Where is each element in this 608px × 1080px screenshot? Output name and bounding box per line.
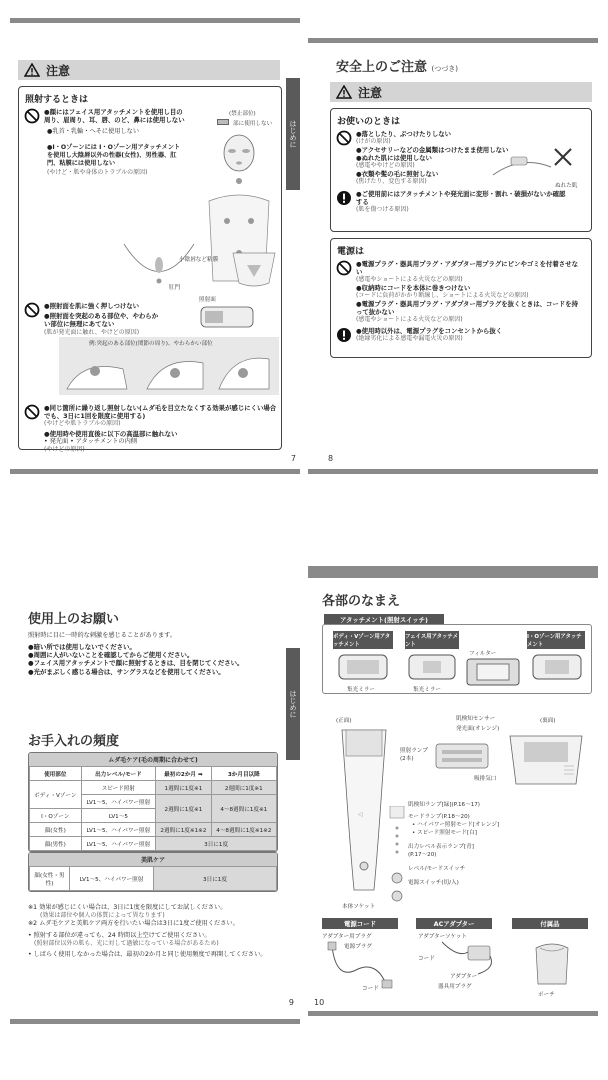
note: (やけど・肌や身体のトラブルの原因) bbox=[47, 169, 148, 177]
section-use-box bbox=[330, 108, 592, 232]
bullet: ●照射面を肌に強く押しつけない bbox=[44, 302, 140, 310]
note: (焦げたり、変色する原因) bbox=[356, 178, 427, 185]
bullet: ●電源プラグ・器具用プラグ・アダプター用プラグを抜くときは、コードを持って抜かない bbox=[356, 299, 578, 316]
legend-swatch bbox=[217, 119, 229, 125]
page-7 bbox=[10, 18, 300, 474]
side-tab: はじめに bbox=[286, 648, 300, 760]
cell: 4〜8週間に1度※1※2 bbox=[211, 823, 276, 837]
bullet: ●周囲に人がいないことを確認してからご使用ください。 bbox=[28, 651, 194, 660]
mandatory-icon bbox=[336, 327, 352, 343]
table-header: ムダ毛ケア(毛の周期に合わせて) bbox=[29, 753, 277, 766]
cell: 1週間に1度※1 bbox=[156, 781, 211, 795]
bullet: ●落としたり、ぶつけたりしない bbox=[356, 130, 452, 138]
bullet: ●衣類や髪の毛に照射しない bbox=[356, 169, 439, 178]
table-row bbox=[30, 781, 277, 795]
cell: LV1〜5 bbox=[81, 809, 156, 823]
mandatory-icon bbox=[336, 190, 352, 206]
part-label: • ハイパワー照射モード[オレンジ] bbox=[412, 822, 500, 828]
part-label: 照射ランプ (2本) bbox=[400, 748, 428, 762]
table-row bbox=[30, 837, 277, 851]
col-header: 出力レベル/モード bbox=[81, 767, 156, 781]
body-attachment-icon bbox=[337, 653, 389, 683]
footnote: ※2 ムダ毛ケアと美肌ケア両方を行いたい場合は3日に1度ご使用ください。 bbox=[28, 919, 239, 927]
prohibited-icon bbox=[24, 404, 40, 420]
bullet: ●ご使用前にはアタッチメントや発光面に変形・割れ・破損がないか確認する bbox=[356, 189, 566, 206]
page-8 bbox=[308, 38, 598, 474]
attachments-panel bbox=[322, 624, 592, 694]
col-header: 3か月目以降 bbox=[211, 767, 276, 781]
part-label: アダプター bbox=[450, 974, 478, 980]
io-zone-figure bbox=[119, 239, 199, 299]
table-row bbox=[30, 823, 277, 837]
cell: LV1〜5、ハイパワー照射 bbox=[81, 823, 156, 837]
footnote: (効果は部位や個人の体質によって異なります) bbox=[40, 912, 165, 919]
cell: 3日に1度 bbox=[156, 837, 277, 851]
attachment-label: フェイス用アタッチメント bbox=[405, 631, 459, 649]
cell: 2週間に1度※1※2 bbox=[156, 823, 211, 837]
cell: LV1〜5、ハイパワー照射 bbox=[70, 867, 154, 891]
bullet: ●照射面を突起のある部位や、やわらかい部位に無理にあてない bbox=[44, 312, 159, 329]
col-header: 使用部位 bbox=[30, 767, 82, 781]
part-label: 発光面(オレンジ) bbox=[456, 726, 500, 732]
cell: 2週間に1度※1 bbox=[211, 781, 276, 795]
caution-box bbox=[18, 86, 282, 454]
bullet: ●光がまぶしく感じる場合は、サングラスなどを使用してください。 bbox=[28, 667, 225, 676]
page-title: 安全上のご注意 (つづき) bbox=[336, 60, 459, 75]
part-label: モードランプ(P.18〜20) bbox=[408, 814, 470, 820]
bullet: ●顔にはフェイス用アタッチメントを使用し目の周り、眉周り、耳、唇、のど、鼻には使用しない bbox=[44, 108, 185, 125]
page-title: 使用上のお願い bbox=[28, 612, 120, 627]
page-number: 7 bbox=[290, 454, 296, 463]
fig-label: 照射面 bbox=[199, 297, 216, 303]
bottom-bar bbox=[308, 469, 598, 474]
filter-icon bbox=[465, 657, 521, 687]
note: (感電やショートによる火災などの原因) bbox=[356, 316, 463, 324]
caution-bar: 注意 bbox=[330, 82, 592, 102]
bottom-bar bbox=[10, 469, 300, 474]
part-label: 電源スイッチ(切/入) bbox=[408, 880, 459, 886]
fig-label: 集光ミラー bbox=[347, 687, 375, 693]
prohibited-icon bbox=[336, 260, 352, 276]
cell: 3日に1度 bbox=[154, 867, 277, 891]
cell: 顔(女性・男性) bbox=[30, 867, 70, 891]
cell: ボディ・Vゾーン bbox=[30, 781, 82, 809]
bullet: ●フェイス用アタッチメントで顔に照射するときは、目を閉じてください。 bbox=[28, 659, 244, 668]
part-label: • スピード照射モード[白] bbox=[412, 830, 477, 836]
power-cord-figure bbox=[326, 940, 396, 990]
example-panel bbox=[59, 337, 279, 395]
part-label: 器具用プラグ bbox=[438, 984, 472, 990]
bullet: ●アクセサリーなどの金属類はつけたまま使用しない bbox=[356, 145, 509, 154]
page-number: 10 bbox=[314, 998, 325, 1007]
note: (感電やショートによる火災などの原因) bbox=[356, 276, 463, 284]
bullet: ●乳首・乳輪・へそに使用しない bbox=[47, 128, 140, 136]
attachment-header: アタッチメント(照射スイッチ) bbox=[324, 614, 444, 625]
part-label: レベル/モードスイッチ bbox=[408, 866, 466, 872]
note: (肌を傷つける原因) bbox=[356, 206, 409, 213]
warning-icon bbox=[24, 63, 40, 77]
fig-label: 部に使用しない bbox=[233, 121, 273, 127]
cell: 顔(女性) bbox=[30, 823, 82, 837]
part-label: アダプターソケット bbox=[418, 934, 468, 940]
pouch-figure bbox=[530, 938, 574, 988]
footnote: • しばらく使用しなかった場合は、最初の2か月と同じ使用頻度で再開してください。 bbox=[28, 951, 267, 959]
top-bar bbox=[308, 38, 598, 43]
bullet: ●使用時や使用直後に以下の高温部に触れない bbox=[44, 430, 178, 438]
caution-bar: 注意 bbox=[18, 60, 280, 80]
example-label: 例:突起のある部位(関節の周り)、やわらかい部位 bbox=[89, 341, 213, 347]
fig-label: フィルター bbox=[469, 651, 497, 657]
fig-label: (正面) bbox=[336, 718, 352, 724]
top-bar bbox=[10, 18, 300, 23]
cell: 4〜8週間に1度※1 bbox=[211, 795, 276, 823]
part-label: ポーチ bbox=[538, 992, 555, 998]
note: (けがの原因) bbox=[356, 138, 391, 146]
bullet: ●収納時にコードを本体に巻きつけない bbox=[356, 284, 471, 292]
surface-figure bbox=[197, 303, 267, 333]
note: (絶縁劣化による感電や漏電火災の原因) bbox=[356, 335, 463, 342]
bullet: ●I・Oゾーンには I・Oゾーン用アタッチメントを使用し大陰唇以外の性器(女性)、男性器、肛門、粘膜には使用しない bbox=[47, 144, 181, 168]
prohibited-icon bbox=[24, 302, 40, 318]
cell: スピード照射 bbox=[81, 781, 156, 795]
lamp-figure bbox=[434, 742, 490, 770]
control-panel-figure bbox=[388, 806, 406, 906]
face-attachment-icon bbox=[407, 653, 457, 683]
part-label: 出力レベル表示ランプ[青] bbox=[408, 844, 474, 850]
prohibited-icon bbox=[336, 130, 352, 146]
bullet: ●暗い所では使用しないでください。 bbox=[28, 643, 136, 651]
bullet: ●電源プラグ・器具用プラグ・アダプター用プラグにピンやゴミを付着させない bbox=[356, 260, 578, 277]
note: (肌が発光面に触れ、やけどの原因) bbox=[44, 328, 140, 336]
part-label: コード bbox=[362, 986, 379, 992]
cell: I・Oゾーン bbox=[30, 809, 82, 823]
attachment-label: ボディ・Vゾーン用アタッチメント bbox=[333, 631, 393, 649]
part-label: 本体ソケット bbox=[342, 904, 376, 910]
cell: LV1〜5、ハイパワー照射 bbox=[81, 795, 156, 809]
part-label: 吸排気口 bbox=[474, 776, 497, 782]
accessory-header: 付属品 bbox=[512, 918, 588, 929]
note: (やけどの原因) bbox=[44, 446, 85, 454]
ac-adapter-figure bbox=[438, 938, 498, 978]
section-heading: 照射するときは bbox=[25, 95, 89, 105]
table-header: 美肌ケア bbox=[29, 853, 277, 866]
page-title: 各部のなまえ bbox=[322, 594, 401, 609]
bottom-bar bbox=[308, 1011, 598, 1016]
footnote: ※1 効果が感じにくい場合は、3日に1度を限度にしてお試しください。 bbox=[28, 904, 227, 911]
col-header: 最初の2か月 ➡ bbox=[156, 767, 211, 781]
footnotes bbox=[28, 904, 290, 959]
fig-label: 小陰唇など粘膜 bbox=[179, 257, 219, 263]
cell: 2週間に1度※1 bbox=[156, 795, 211, 823]
page-10 bbox=[308, 566, 598, 1016]
prohibited-icon bbox=[24, 108, 40, 124]
device-back-figure bbox=[504, 728, 588, 792]
part-label: アダプター用プラグ bbox=[322, 934, 372, 940]
section-heading: 電源は bbox=[337, 247, 365, 257]
device-front-figure bbox=[334, 726, 394, 896]
section-power-box bbox=[330, 238, 592, 358]
note: (やけどや肌トラブルの原因) bbox=[44, 420, 121, 428]
top-bar bbox=[308, 566, 598, 578]
bullet: ●ぬれた肌には使用しない bbox=[356, 154, 432, 162]
wet-skin-figure bbox=[491, 145, 581, 181]
fig-label: ぬれた肌 bbox=[555, 183, 578, 189]
cell: 顔(男性) bbox=[30, 837, 82, 851]
table-row bbox=[30, 867, 277, 891]
svg-text:◁: ◁ bbox=[358, 811, 363, 818]
accessory-header: 電源コード bbox=[322, 918, 398, 929]
item: • 発光面 • アタッチメントの内側 bbox=[44, 438, 137, 446]
io-attachment-icon bbox=[531, 653, 583, 683]
page-number: 8 bbox=[328, 454, 334, 463]
warning-icon bbox=[336, 85, 352, 99]
bullet: ●使用時以外は、電源プラグをコンセントから抜く bbox=[356, 326, 503, 335]
part-label: (P.17〜20) bbox=[408, 852, 437, 858]
usage-notes bbox=[28, 632, 278, 676]
fig-label: (禁止部位) bbox=[229, 111, 256, 117]
section-heading: お使いのときは bbox=[337, 117, 401, 127]
page-9 bbox=[10, 590, 300, 1024]
part-label: 肌検知ランプ[緑](P.16〜17) bbox=[408, 802, 480, 808]
fig-label: 集光ミラー bbox=[413, 687, 441, 693]
beauty-table bbox=[28, 852, 278, 892]
part-label: コード bbox=[418, 956, 435, 962]
care-table bbox=[28, 752, 278, 852]
footnote: • 照射する部位が違っても、24 時間以上空けてご使用ください。 bbox=[28, 931, 211, 939]
page-number: 9 bbox=[288, 998, 294, 1007]
lower-body-figure bbox=[229, 249, 279, 289]
bullet: ●同じ箇所に繰り返し照射しない(ムダ毛を目立たなくする効果が感じにくい場合でも、3日に1回を限度に使用する) bbox=[44, 404, 277, 421]
note: (コードに負荷がかかり断線し、ショートによる火災などの原因) bbox=[356, 292, 529, 300]
bottom-bar bbox=[10, 1019, 300, 1024]
control-labels bbox=[408, 800, 588, 886]
accessory-header: ACアダプター bbox=[416, 918, 492, 929]
table-row bbox=[30, 767, 277, 781]
part-label: 電源プラグ bbox=[344, 944, 372, 950]
fig-label: (裏面) bbox=[540, 718, 556, 724]
example-figures bbox=[63, 349, 275, 393]
note: (感電ややけどの原因) bbox=[356, 162, 415, 170]
section-title: お手入れの頻度 bbox=[28, 734, 120, 749]
intro: 照射時に目に一時的な刺激を感じることがあります。 bbox=[28, 632, 177, 639]
side-tab: はじめに bbox=[286, 78, 300, 190]
fig-label: 肛門 bbox=[169, 285, 181, 291]
cell: LV1〜5、ハイパワー照射 bbox=[81, 837, 156, 851]
attachment-label: I・Oゾーン用アタッチメント bbox=[527, 631, 585, 649]
footnote: (照射部位以外の肌も、光に対して過敏になっている場合があるため) bbox=[34, 939, 219, 947]
part-label: 肌検知センサー bbox=[456, 716, 496, 722]
